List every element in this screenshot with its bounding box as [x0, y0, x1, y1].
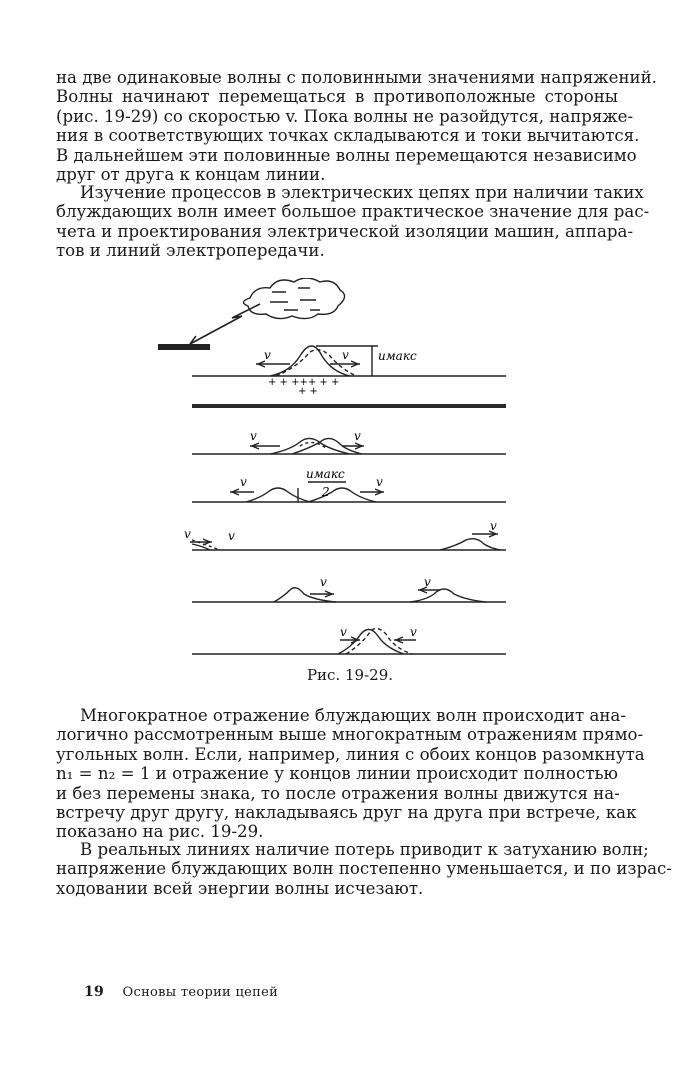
velocity-label: v [424, 575, 431, 589]
text-line: Изучение процессов в электрических цепях при наличии таких [80, 183, 644, 202]
text-line: блуждающих волн имеет большое практическое значение для рас- [56, 202, 650, 222]
velocity-label: v [240, 475, 247, 489]
text-line: логично рассмотренным выше многократным отражениям прямо- [56, 725, 644, 745]
text-line: ходовании всей энергии волны исчезают. [56, 878, 424, 898]
cloud-icon [243, 278, 344, 319]
text-line: и без перемены знака, то после отражения волны движутся на- [56, 783, 620, 803]
paragraph-4 [56, 840, 672, 898]
paragraph-1 [56, 68, 657, 185]
text-line: друг от друга к концам линии. [56, 165, 326, 185]
figure-19-29 [150, 278, 520, 658]
velocity-label: v [376, 475, 383, 489]
velocity-label: v [410, 625, 417, 639]
velocity-label: v [490, 519, 497, 533]
ground-icon [158, 344, 210, 350]
text-line: Многократное отражение блуждающих волн происходит ана- [80, 706, 626, 725]
text-line: (рис. 19-29) со скоростью v. Пока волны не разойдутся, напряже- [56, 106, 634, 126]
charge-labels: + + [298, 386, 318, 397]
paragraph-2 [56, 183, 650, 261]
text-line: угольных волн. Если, например, линия с обоих концов разомкнута [56, 744, 645, 764]
page-footer [84, 984, 278, 1000]
figure-caption: Рис. 19-29. [306, 666, 394, 684]
velocity-label: v [342, 348, 349, 362]
ground-plate [192, 404, 506, 408]
u-max-label: uмакс [378, 349, 417, 363]
u-max-half-denominator: 2 [322, 485, 330, 499]
paragraph-3 [56, 706, 645, 842]
velocity-label: v [320, 575, 327, 589]
line-1 [192, 346, 506, 376]
text-line: В реальных линиях наличие потерь приводит к затуханию волн; [80, 840, 649, 859]
u-max-half-label: uмакс [306, 467, 345, 481]
text-line: на две одинаковые волны с половинными значениями напряжений. [56, 68, 657, 87]
text-line: тов и линий электропередачи. [56, 241, 325, 261]
text-line: показано на рис. 19-29. [56, 822, 264, 842]
page-number: 19 [84, 984, 105, 1000]
text-line: В дальнейшем эти половинные волны перемещаются независимо [56, 145, 637, 165]
text-line: напряжение блуждающих волн постепенно уменьшается, и по израс- [56, 859, 672, 879]
line-6 [192, 628, 506, 654]
text-line: ния в соответствующих точках складываются и токи вычитаются. [56, 126, 640, 146]
velocity-label: v [354, 429, 361, 443]
text-line: Волны начинают перемещаться в противоположные стороны [56, 87, 618, 107]
line-4 [190, 531, 506, 550]
velocity-label: v [250, 429, 257, 443]
text-line: n₁ = n₂ = 1 и отражение у концов линии происходит полностью [56, 764, 618, 784]
line-2 [192, 438, 506, 454]
book-title: Основы теории цепей [122, 985, 279, 1000]
velocity-label: v [228, 529, 235, 543]
text-line: чета и проектирования электрической изоляции машин, аппара- [56, 221, 634, 241]
text-line: встречу друг другу, накладываясь друг на друга при встрече, как [56, 803, 637, 823]
lightning-icon [190, 304, 260, 344]
velocity-label: v [340, 625, 347, 639]
line-5 [192, 587, 506, 602]
charge-labels: + + +++ + + [268, 377, 340, 388]
velocity-label: v [264, 348, 271, 362]
velocity-label: v [184, 527, 191, 541]
